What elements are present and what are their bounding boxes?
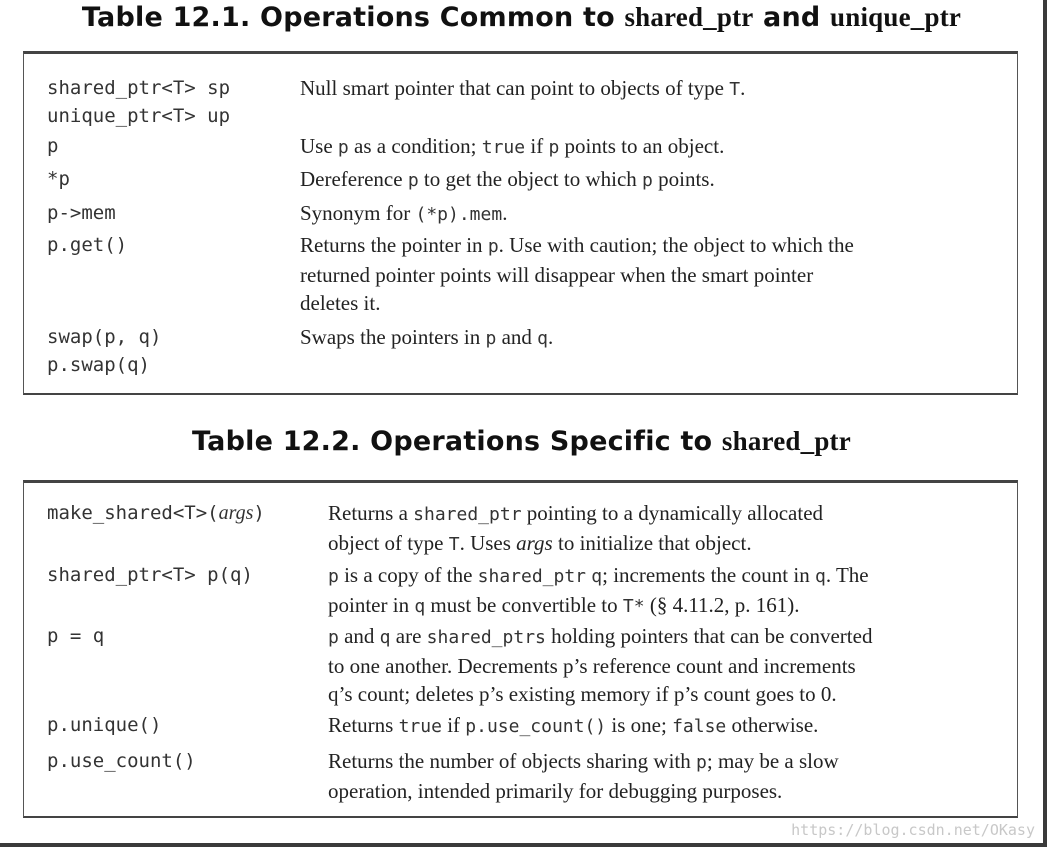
operation-description: p is a copy of the shared_ptr q; increments the count in q. The pointer in q must be convertible to T* (§ 4.11.2, p. 161). <box>328 563 869 617</box>
table-12-2 <box>23 480 1018 818</box>
operation-code: *p <box>47 168 70 190</box>
operation-description: Null smart pointer that can point to objects of type T. <box>300 76 746 100</box>
operation-code: p.unique() <box>47 714 162 736</box>
operation-code: p <box>47 135 59 157</box>
operation-code: p->mem <box>47 202 116 224</box>
title-shared-ptr: shared_ptr <box>721 426 851 456</box>
operation-description: Returns a shared_ptr pointing to a dynamically allocated object of type T. Uses args to initialize that object. <box>328 501 824 555</box>
operation-description: p and q are shared_ptrs holding pointers that can be converted to one another. Decrements p’s reference count and increments q’s count; deletes p’s existing memory if p’s count goes to 0. <box>328 624 873 706</box>
operation-description: Dereference p to get the object to which p points. <box>300 167 715 191</box>
operation-code: swap(p, q) p.swap(q) <box>47 326 162 376</box>
operation-code: shared_ptr<T> p(q) <box>47 564 253 586</box>
title-and: and <box>753 2 831 33</box>
title-prefix: Table 12.2. Operations Specific to <box>192 426 722 457</box>
table-12-1 <box>23 51 1018 395</box>
operation-code: shared_ptr<T> sp unique_ptr<T> up <box>47 77 231 127</box>
operation-description: Returns the pointer in p. Use with caution; the object to which the returned pointer points will disappear when the smart pointer deletes it. <box>300 233 854 315</box>
operation-description: Returns the number of objects sharing with p; may be a slow operation, intended primarily for debugging purposes. <box>328 749 839 803</box>
operation-code: p.use_count() <box>47 750 196 772</box>
operation-description: Swaps the pointers in p and q. <box>300 325 554 349</box>
operation-description: Returns true if p.use_count() is one; false otherwise. <box>328 713 819 737</box>
title-shared-ptr: shared_ptr <box>624 2 754 32</box>
operation-code: make_shared<T>(args) <box>47 502 265 524</box>
operation-description: Synonym for (*p).mem. <box>300 201 508 225</box>
table-12-2-title <box>0 426 1043 457</box>
title-prefix: Table 12.1. Operations Common to <box>81 2 625 33</box>
operation-description: Use p as a condition; true if p points to an object. <box>300 134 725 158</box>
watermark: https://blog.csdn.net/OKasy <box>791 821 1035 839</box>
operation-code: p = q <box>47 625 105 647</box>
title-unique-ptr: unique_ptr <box>830 2 962 32</box>
table-12-1-title <box>0 2 1043 33</box>
operation-code: p.get() <box>47 234 128 256</box>
